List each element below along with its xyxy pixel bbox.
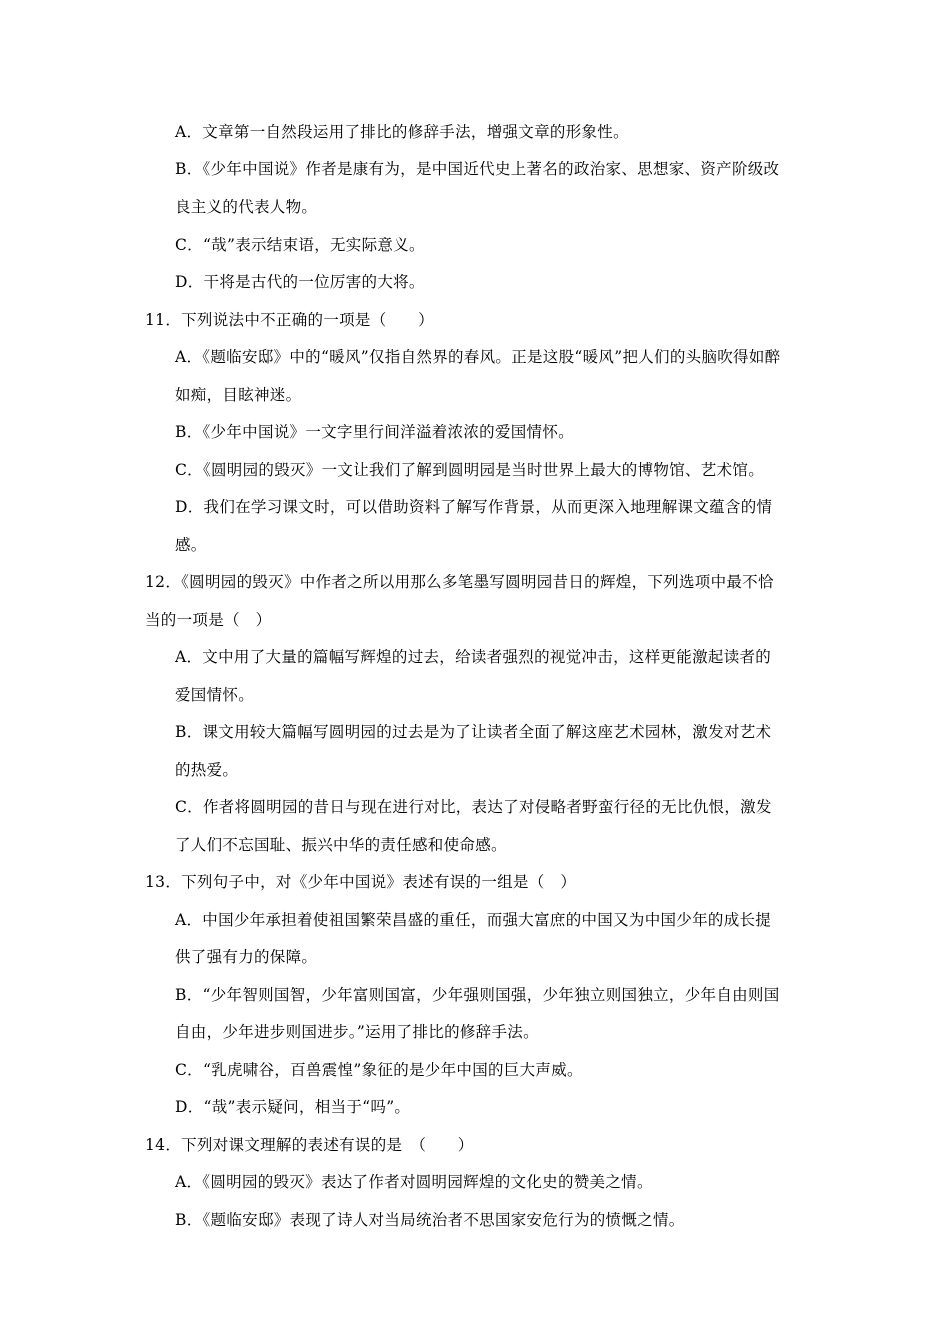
option-line: A．《题临安邸》中的“暖风”仅指自然界的春风。正是这股“暖风”把人们的头脑吹得如醉 [175, 348, 781, 366]
option-line: C．作者将圆明园的昔日与现在进行对比，表达了对侵略者野蛮行径的无比仇恨，激发 [175, 798, 772, 816]
option-line: D．“哉”表示疑问，相当于“吗”。 [175, 1098, 411, 1116]
option-line: B．《少年中国说》一文字里行间洋溢着浓浓的爱国情怀。 [175, 423, 574, 441]
option-line: B．《题临安邸》表现了诗人对当局统治者不思国家安危行为的愤慨之情。 [175, 1211, 685, 1229]
question-12: 12．《圆明园的毁灭》中作者之所以用那么多笔墨写圆明园昔日的辉煌，下列选项中最不恰 [145, 573, 774, 591]
question-14: 14．下列对课文理解的表述有误的是 （ ） [145, 1136, 474, 1154]
option-line: B．课文用较大篇幅写圆明园的过去是为了让读者全面了解这座艺术园林，激发对艺术 [175, 723, 772, 741]
option-line-continuation: 感。 [175, 536, 207, 554]
question-13: 13．下列句子中，对《少年中国说》表述有误的一组是（ ） [145, 873, 577, 891]
option-line: C．“哉”表示结束语，无实际意义。 [175, 236, 425, 254]
option-line-continuation: 供了强有力的保障。 [175, 948, 318, 966]
option-line: A．《圆明园的毁灭》表达了作者对圆明园辉煌的文化史的赞美之情。 [175, 1173, 653, 1191]
option-line-continuation: 的热爱。 [175, 761, 239, 779]
question-11: 11．下列说法中不正确的一项是（ ） [145, 311, 434, 329]
question-12-continuation: 当的一项是（ ） [145, 611, 272, 629]
option-line-continuation: 爱国情怀。 [175, 686, 255, 704]
option-line: A．中国少年承担着使祖国繁荣昌盛的重任，而强大富庶的中国又为中国少年的成长提 [175, 911, 772, 929]
option-line: B．“少年智则国智，少年富则国富，少年强则国强，少年独立则国独立，少年自由则国 [175, 986, 780, 1004]
option-line-continuation: 良主义的代表人物。 [175, 198, 318, 216]
option-line: C．“乳虎啸谷，百兽震惶”象征的是少年中国的巨大声威。 [175, 1061, 583, 1079]
option-line-continuation: 了人们不忘国耻、振兴中华的责任感和使命感。 [175, 836, 507, 854]
option-line: A．文章第一自然段运用了排比的修辞手法，增强文章的形象性。 [175, 123, 629, 141]
option-line: D．干将是古代的一位厉害的大将。 [175, 273, 425, 291]
option-line: C．《圆明园的毁灭》一文让我们了解到圆明园是当时世界上最大的博物馆、艺术馆。 [175, 461, 765, 479]
option-line: B．《少年中国说》作者是康有为，是中国近代史上著名的政治家、思想家、资产阶级改 [175, 160, 780, 178]
option-line: A．文中用了大量的篇幅写辉煌的过去，给读者强烈的视觉冲击，这样更能激起读者的 [175, 648, 772, 666]
option-line-continuation: 如痴，目眩神迷。 [175, 386, 302, 404]
option-line: D．我们在学习课文时，可以借助资料了解写作背景，从而更深入地理解课文蕴含的情 [175, 498, 773, 516]
option-line-continuation: 自由，少年进步则国进步。”运用了排比的修辞手法。 [175, 1023, 539, 1041]
